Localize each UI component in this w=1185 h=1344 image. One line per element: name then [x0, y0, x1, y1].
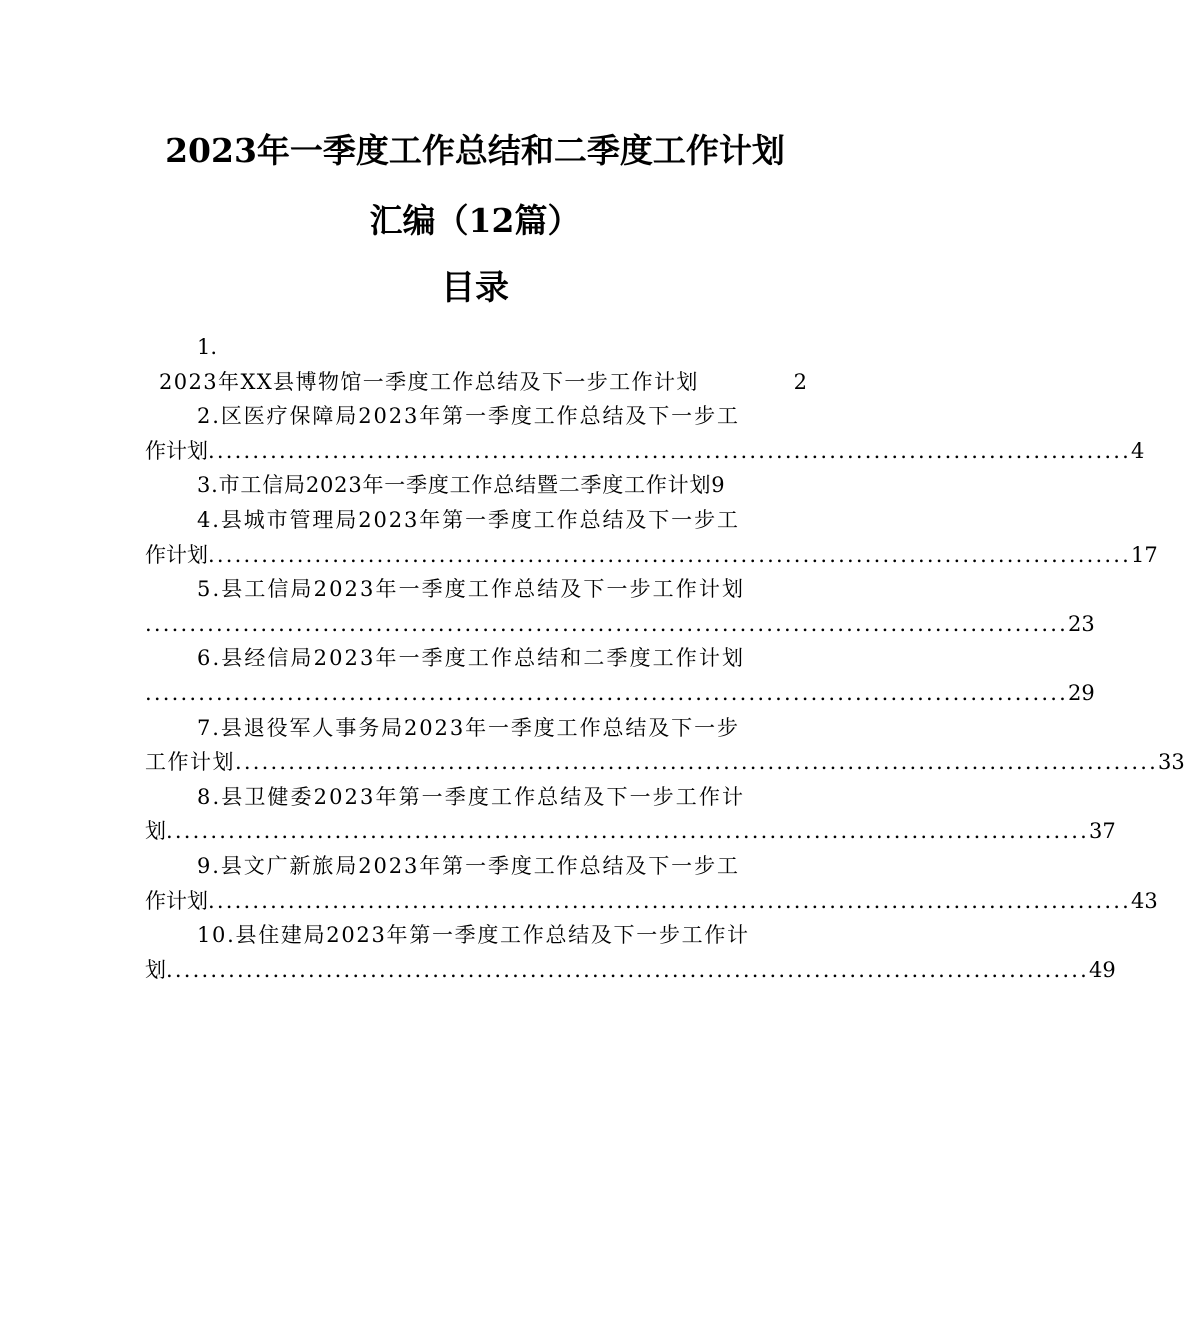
- leader-dots: ........................................................................................................: [166, 819, 1090, 844]
- toc-entry-page: 29: [1068, 680, 1095, 705]
- toc-heading: 目录: [441, 268, 509, 308]
- toc-entry-4-title[interactable]: 4.县城市管理局2023年第一季度工作总结及下一步工: [197, 507, 740, 532]
- table-of-contents: [145, 330, 1185, 987]
- toc-entry-9-leader[interactable]: [145, 884, 1158, 919]
- toc-entry-title-continued: 作计划: [145, 888, 208, 913]
- toc-entry-title: 2023年XX县博物馆一季度工作总结及下一步工作计划: [159, 369, 699, 394]
- toc-entry-page: 37: [1089, 819, 1116, 844]
- leader-dots: ........................................................................................................: [166, 957, 1090, 982]
- toc-entry-7-title[interactable]: 7.县退役军人事务局2023年一季度工作总结及下一步: [197, 715, 740, 740]
- toc-entry-2-leader[interactable]: [145, 434, 1145, 469]
- toc-entry-title-continued: 划: [145, 819, 166, 844]
- toc-entry-page: 43: [1131, 888, 1158, 913]
- toc-entry-8-leader[interactable]: [145, 814, 1116, 849]
- toc-entry-title-continued: 划: [145, 957, 166, 982]
- toc-entry-page: 2: [793, 369, 807, 394]
- toc-entry-8-title[interactable]: 8.县卫健委2023年第一季度工作总结及下一步工作计: [197, 784, 746, 809]
- toc-entry-page: 49: [1089, 957, 1116, 982]
- leader-dots: ........................................................................................................: [208, 438, 1132, 463]
- toc-entry-page: 23: [1068, 611, 1095, 636]
- toc-entry-7-leader[interactable]: [145, 745, 1185, 780]
- toc-entry-page: 9: [711, 473, 725, 498]
- toc-entry-6-leader[interactable]: [145, 676, 1095, 711]
- toc-entry-page: 17: [1131, 542, 1158, 567]
- toc-entry-title: 3.市工信局2023年一季度工作总结暨二季度工作计划: [197, 473, 712, 498]
- leader-dots: ........................................................................................................: [208, 542, 1132, 567]
- document-title-line-1: 2023年一季度工作总结和二季度工作计划: [165, 131, 785, 170]
- leader-dots: ........................................................................................................: [145, 680, 1069, 705]
- document-title-line-2: 汇编（12篇）: [369, 201, 581, 240]
- toc-entry-1-number: 1.: [197, 335, 218, 359]
- toc-entry-title-continued: 作计划: [145, 438, 208, 463]
- toc-entry-9-title[interactable]: 9.县文广新旅局2023年第一季度工作总结及下一步工: [197, 853, 740, 878]
- toc-entry-5-leader[interactable]: [145, 607, 1095, 642]
- toc-entry-title-continued: 工作计划: [145, 750, 235, 775]
- toc-entry-3[interactable]: [145, 468, 807, 503]
- leader-dots: ........................................................................................................: [208, 888, 1132, 913]
- toc-entry-1[interactable]: [145, 365, 807, 400]
- leader-dots: ........................................................................................................: [145, 611, 1069, 636]
- toc-entry-2-title[interactable]: 2.区医疗保障局2023年第一季度工作总结及下一步工: [197, 404, 740, 429]
- toc-entry-6-title[interactable]: 6.县经信局2023年一季度工作总结和二季度工作计划: [197, 646, 746, 671]
- toc-entry-title-continued: 作计划: [145, 542, 208, 567]
- toc-entry-page: 33: [1158, 750, 1185, 775]
- toc-entry-4-leader[interactable]: [145, 538, 1158, 573]
- toc-entry-5-title[interactable]: 5.县工信局2023年一季度工作总结及下一步工作计划: [197, 577, 746, 602]
- leader-dots: ........................................................................................................: [235, 750, 1159, 775]
- toc-entry-page: 4: [1131, 438, 1145, 463]
- toc-entry-10-title[interactable]: 10.县住建局2023年第一季度工作总结及下一步工作计: [197, 923, 750, 948]
- toc-entry-10-leader[interactable]: [145, 953, 1116, 988]
